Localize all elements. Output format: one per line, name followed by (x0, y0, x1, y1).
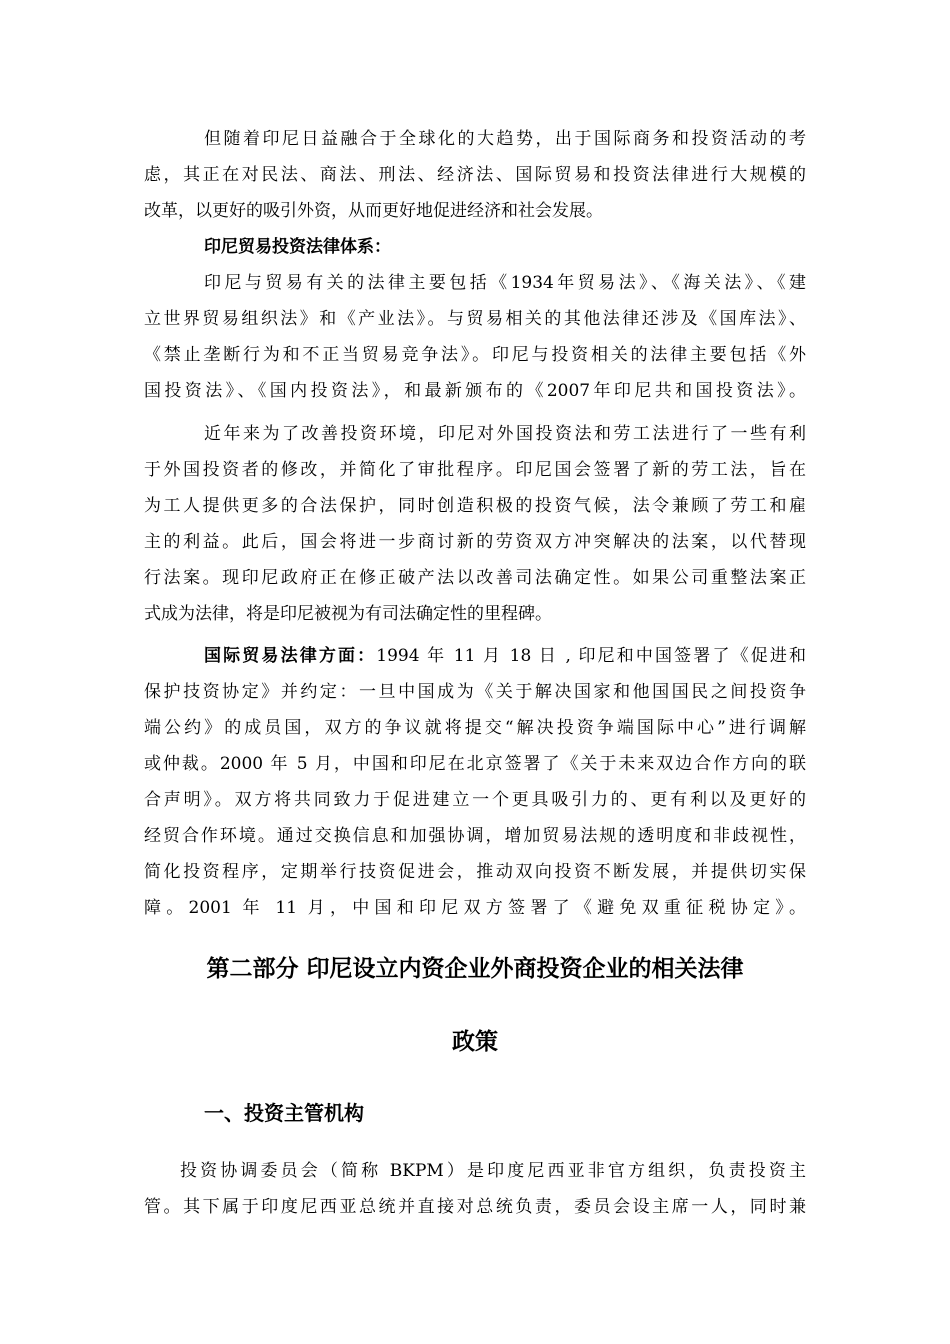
paragraph-line: 管。其下属于印度尼西亚总统并直接对总统负责，委员会设主席一人，同时兼 (144, 1197, 806, 1217)
paragraph-international-trade (144, 638, 806, 926)
paragraph-line: 投资协调委员会（简称 BKPM）是印度尼西亚非官方组织，负责投资主 (180, 1161, 806, 1181)
paragraph-line: 端公约》的成员国，双方的争议就将提交“解决投资争端国际中心”进行调解 (144, 718, 806, 738)
part-title-line-1: 第二部分 印尼设立内资企业外商投资企业的相关法律 (206, 956, 744, 982)
paragraph-line: 主的利益。此后，国会将进一步商讨新的劳资双方冲突解决的法案，以代替现 (144, 532, 806, 552)
paragraph-line: 改革，以更好的吸引外资，从而更好地促进经济和社会发展。 (144, 201, 603, 221)
paragraph-line-first (144, 638, 806, 674)
international-trade-first-line: 1994 年 11 月 18 日 , 印尼和中国签署了《促进和 (376, 646, 807, 666)
paragraph-line: 《禁止垄断行为和不正当贸易竞争法》。印尼与投资相关的法律主要包括《外 (144, 345, 806, 365)
paragraph-line: 障。2001 年 11 月，中国和印尼双方签署了《避免双重征税协定》。 (144, 898, 806, 918)
paragraph-line: 经贸合作环境。通过交换信息和加强协调，增加贸易法规的透明度和非歧视性， (144, 826, 806, 846)
paragraph-line: 式成为法律，将是印尼被视为有司法确定性的里程碑。 (144, 604, 552, 624)
part-title-line-2: 政策 (452, 1029, 498, 1055)
paragraph-line: 简化投资程序，定期举行技资促进会，推动双向投资不断发展，并提供切实保 (144, 862, 806, 882)
paragraph-line: 虑，其正在对民法、商法、刑法、经济法、国际贸易和投资法律进行大规模的 (144, 165, 806, 185)
paragraph-line: 为工人提供更多的合法保护，同时创造积极的投资气候，法令兼顾了劳工和雇 (144, 496, 806, 516)
legal-system-heading: 印尼贸易投资法律体系： (204, 237, 391, 257)
paragraph-line: 或仲裁。2000 年 5 月，中国和印尼在北京签署了《关于未来双边合作方向的联 (144, 754, 806, 774)
section-title: 一、投资主管机构 (204, 1101, 364, 1125)
paragraph-bkpm (144, 1153, 806, 1225)
paragraph-line: 近年来为了改善投资环境，印尼对外国投资法和劳工法进行了一些有利 (204, 424, 806, 444)
paragraph-line: 合声明》。双方将共同致力于促进建立一个更具吸引力的、更有利以及更好的 (144, 790, 806, 810)
paragraph-line: 国投资法》、《国内投资法》，和最新颁布的《2007年印尼共和国投资法》。 (144, 381, 806, 401)
legal-system-heading-block (144, 229, 806, 265)
paragraph-investment-environment (144, 416, 806, 632)
paragraph-line: 于外国投资者的修改，并简化了审批程序。印尼国会签署了新的劳工法，旨在 (144, 460, 806, 480)
paragraph-line: 但随着印尼日益融合于全球化的大趋势，出于国际商务和投资活动的考 (204, 129, 806, 149)
paragraph-globalization (144, 121, 806, 229)
paragraph-line: 行法案。现印尼政府正在修正破产法以改善司法确定性。如果公司重整法案正 (144, 568, 806, 588)
paragraph-line: 印尼与贸易有关的法律主要包括《1934年贸易法》、《海关法》、《建 (204, 273, 806, 293)
paragraph-line: 立世界贸易组织法》和《产业法》。与贸易相关的其他法律还涉及《国库法》、 (144, 309, 806, 329)
international-trade-lead: 国际贸易法律方面： (204, 646, 377, 666)
paragraph-trade-laws (144, 265, 806, 409)
paragraph-line: 保护技资协定》并约定：一旦中国成为《关于解决国家和他国国民之间投资争 (144, 682, 806, 702)
